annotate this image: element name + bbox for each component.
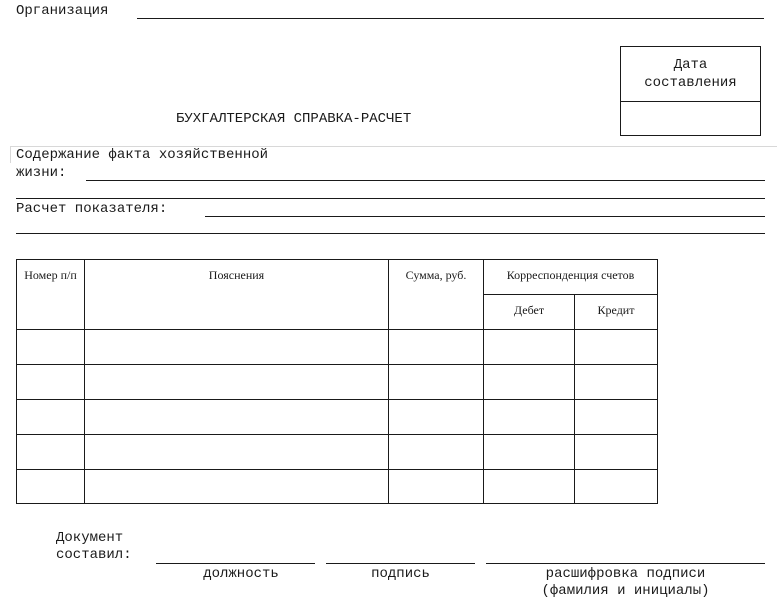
date-box-label xyxy=(621,47,760,102)
fact-label-line1: Содержание факта хозяйственной xyxy=(16,147,269,163)
fact-field-line-1[interactable] xyxy=(86,180,765,181)
calc-field-line-2[interactable] xyxy=(16,233,765,234)
cell-number[interactable] xyxy=(17,435,85,470)
col-header-debit: Дебет xyxy=(484,295,575,330)
calc-field-line-1[interactable] xyxy=(205,216,765,217)
document-title: БУХГАЛТЕРСКАЯ СПРАВКА-РАСЧЕТ xyxy=(176,111,412,127)
cell-debit[interactable] xyxy=(484,400,575,435)
col-header-sum: Сумма, руб. xyxy=(389,260,484,330)
organization-field-line[interactable] xyxy=(137,18,764,19)
cell-debit[interactable] xyxy=(484,435,575,470)
table-row xyxy=(17,470,658,504)
cell-explanation[interactable] xyxy=(85,470,389,504)
signature-field-line[interactable] xyxy=(326,563,475,564)
cell-sum[interactable] xyxy=(389,435,484,470)
cell-sum[interactable] xyxy=(389,400,484,435)
col-header-explanations: Пояснения xyxy=(85,260,389,330)
fact-label-line2: жизни: xyxy=(16,165,67,181)
cell-number[interactable] xyxy=(17,470,85,504)
cell-number[interactable] xyxy=(17,400,85,435)
calculation-table xyxy=(16,259,658,504)
cell-credit[interactable] xyxy=(575,365,658,400)
cell-credit[interactable] xyxy=(575,400,658,435)
calc-label: Расчет показателя: xyxy=(16,201,168,217)
decoding-caption-line1: расшифровка подписи xyxy=(545,566,706,582)
cell-sum[interactable] xyxy=(389,330,484,365)
table-row xyxy=(17,435,658,470)
position-field-line[interactable] xyxy=(156,563,315,564)
cell-debit[interactable] xyxy=(484,470,575,504)
cell-credit[interactable] xyxy=(575,435,658,470)
cell-explanation[interactable] xyxy=(85,330,389,365)
composed-label-line2: составил: xyxy=(56,547,132,563)
cell-credit[interactable] xyxy=(575,470,658,504)
table-row xyxy=(17,330,658,365)
table-row xyxy=(17,365,658,400)
date-box xyxy=(620,46,761,136)
cell-sum[interactable] xyxy=(389,470,484,504)
fact-field-line-2[interactable] xyxy=(16,198,765,199)
decoding-field-line[interactable] xyxy=(486,563,765,564)
date-value-cell[interactable] xyxy=(621,102,760,135)
col-header-number: Номер п/п xyxy=(17,260,85,330)
cell-number[interactable] xyxy=(17,365,85,400)
date-label-line2: составления xyxy=(644,75,737,91)
cell-explanation[interactable] xyxy=(85,435,389,470)
cell-debit[interactable] xyxy=(484,365,575,400)
organization-label: Организация xyxy=(16,3,109,19)
cell-debit[interactable] xyxy=(484,330,575,365)
cell-sum[interactable] xyxy=(389,365,484,400)
cell-credit[interactable] xyxy=(575,330,658,365)
col-header-correspondence: Корреспонденция счетов xyxy=(484,260,658,295)
signature-caption: подпись xyxy=(371,566,430,582)
cell-number[interactable] xyxy=(17,330,85,365)
cell-explanation[interactable] xyxy=(85,400,389,435)
col-header-credit: Кредит xyxy=(575,295,658,330)
cell-explanation[interactable] xyxy=(85,365,389,400)
position-caption: должность xyxy=(203,566,279,582)
date-label-line1: Дата xyxy=(673,57,708,73)
composed-label-line1: Документ xyxy=(56,530,124,546)
decoding-caption-line2: (фамилия и инициалы) xyxy=(541,583,710,599)
table-row xyxy=(17,400,658,435)
